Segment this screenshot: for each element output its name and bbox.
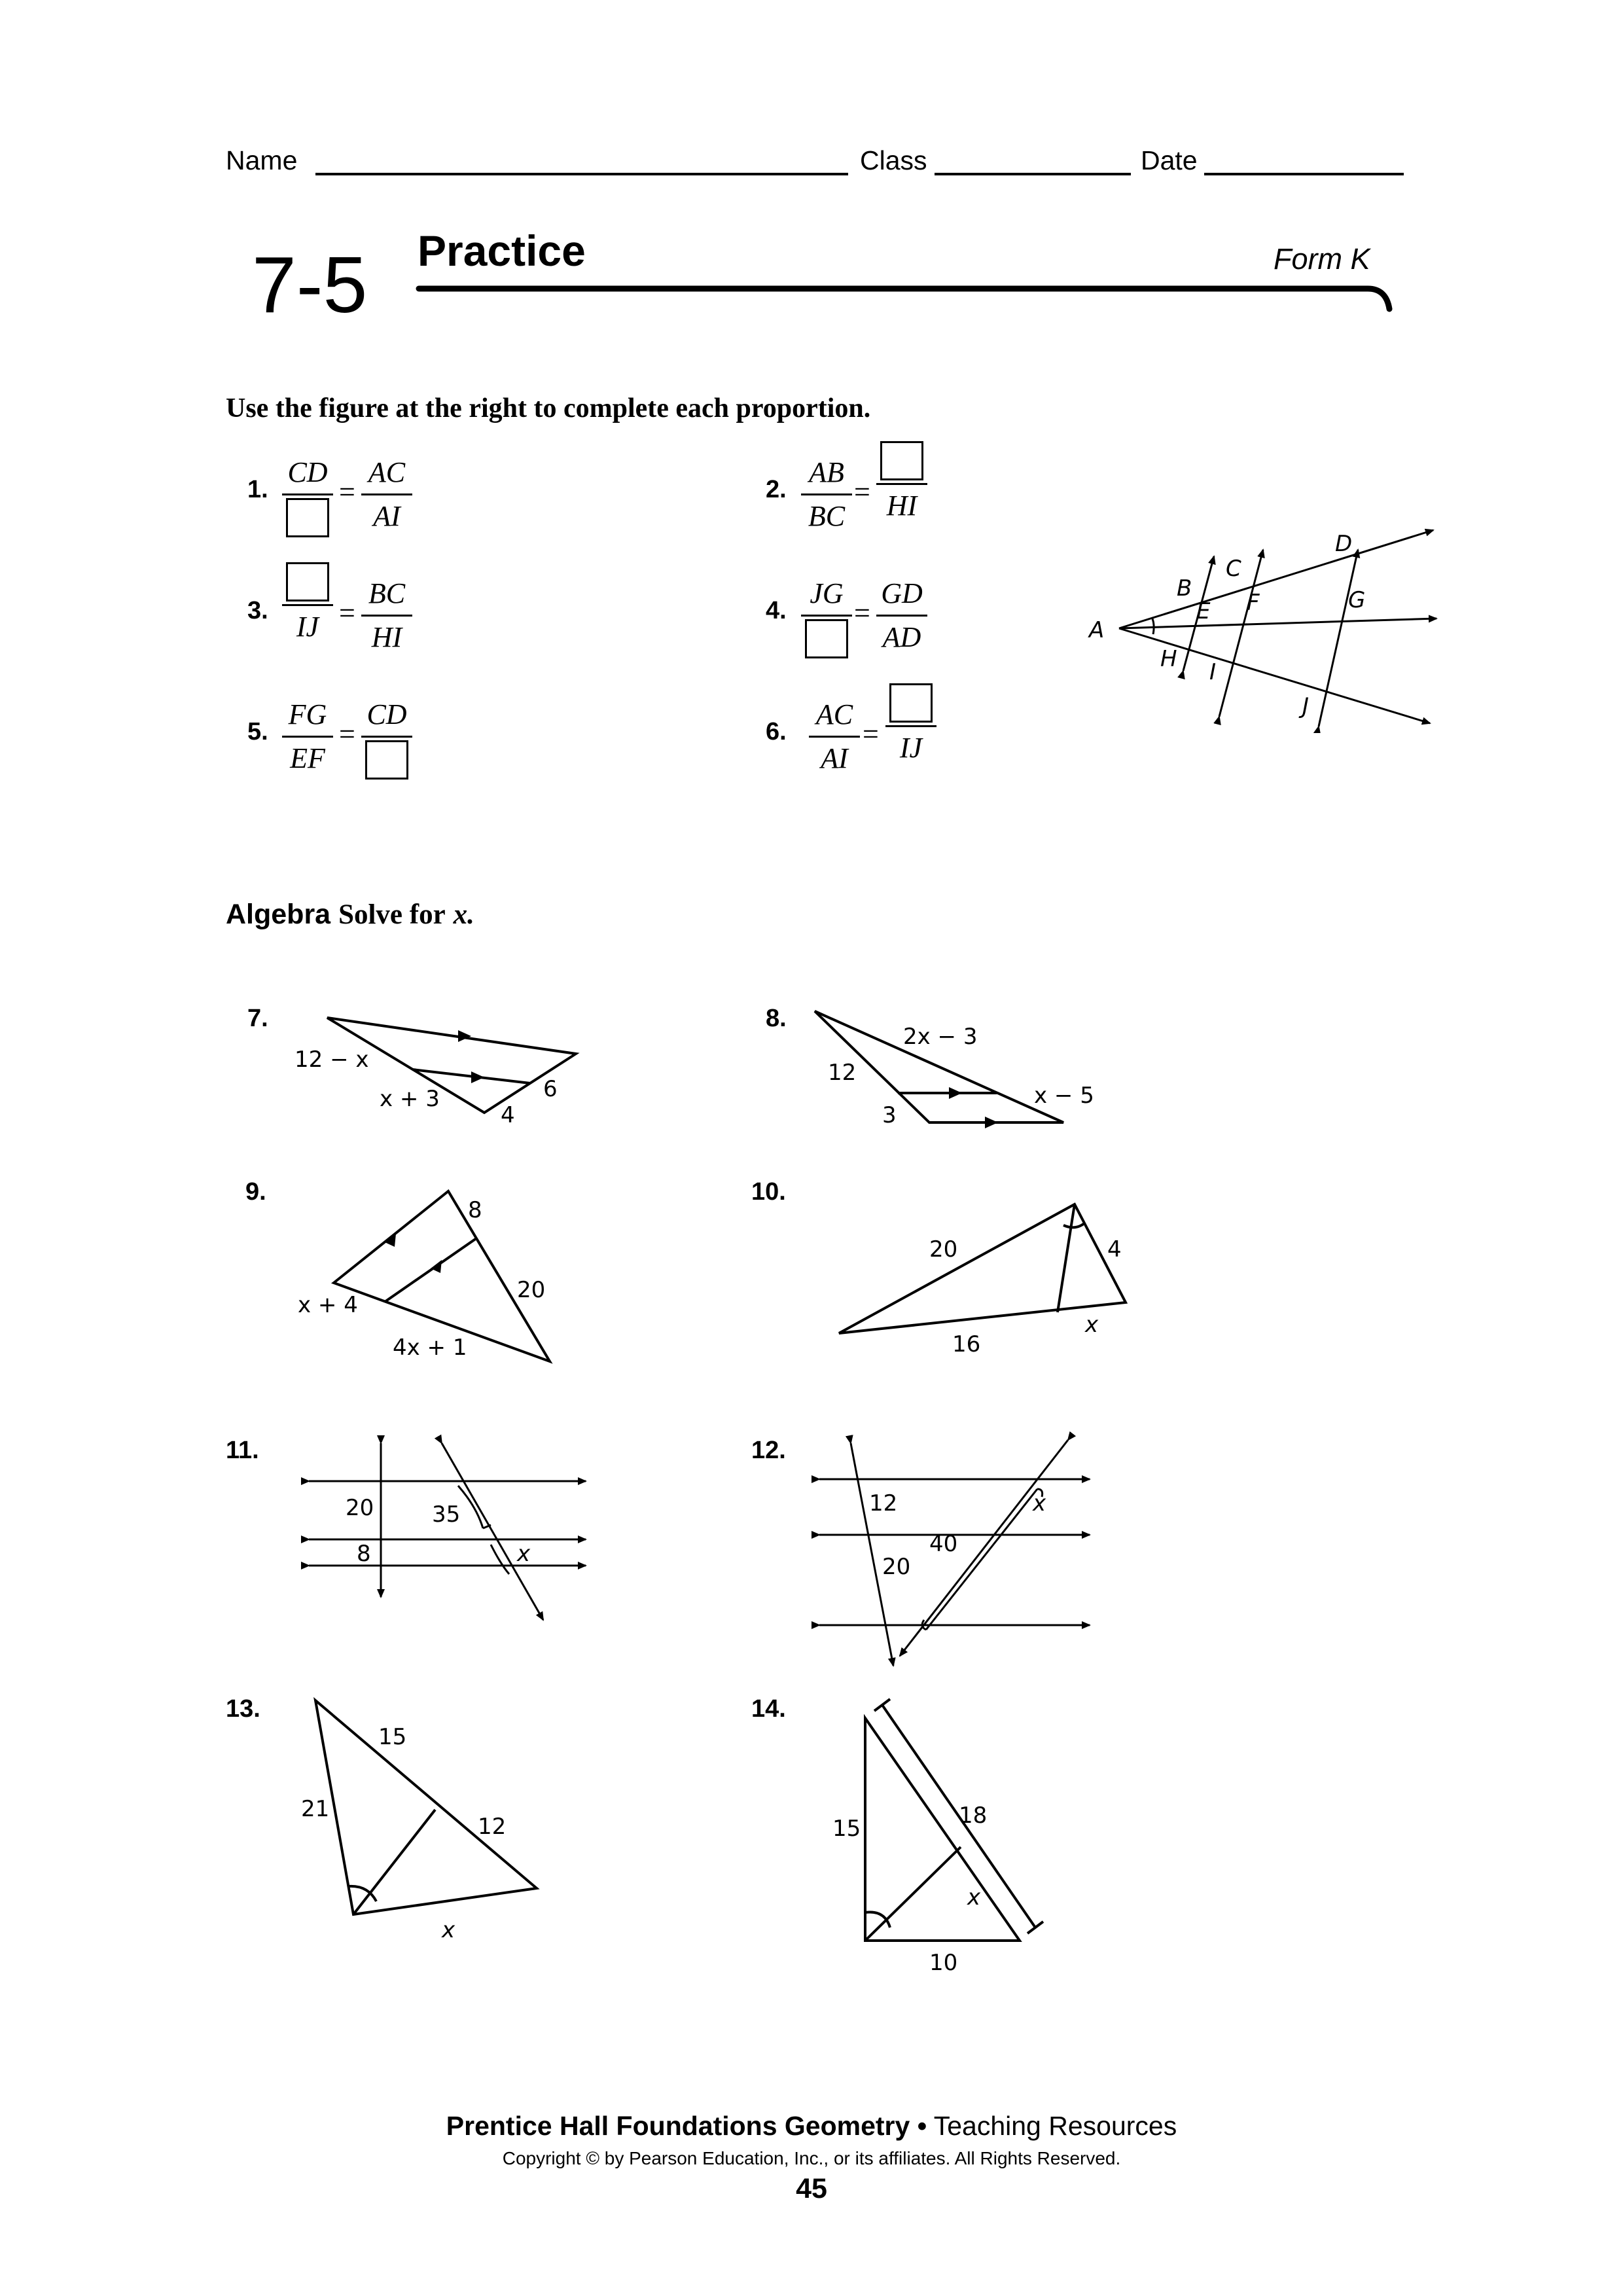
label-14-a: 15	[832, 1816, 861, 1842]
label-11-c: 8	[357, 1541, 371, 1567]
copyright-notice: Copyright © by Pearson Education, Inc., or its affiliates. All Rights Reserved.	[502, 2148, 1121, 2168]
footer-title	[0, 2111, 1623, 2142]
label-8-d: x − 5	[1034, 1083, 1094, 1109]
label-D: D	[1335, 531, 1353, 557]
answer-box[interactable]	[889, 683, 933, 723]
problem-11-number: 11.	[226, 1437, 259, 1464]
label-F: F	[1247, 590, 1260, 616]
page-number: 45	[796, 2173, 827, 2204]
problem-6-right-fraction	[882, 683, 940, 766]
problem-13-number: 13.	[226, 1695, 260, 1723]
fraction-bar	[361, 736, 412, 738]
title-rule	[416, 281, 1397, 314]
problem-2-left-fraction	[797, 454, 856, 535]
problem-10-figure	[825, 1194, 1165, 1365]
problem-1-left-fraction	[278, 454, 337, 537]
label-G: G	[1348, 587, 1366, 613]
fraction-bar	[282, 604, 333, 606]
label-12-d: 20	[882, 1554, 911, 1580]
date-label: Date	[1141, 145, 1198, 175]
label-C: C	[1226, 556, 1241, 582]
name-label: Name	[226, 145, 298, 175]
reference-figure	[1067, 497, 1446, 733]
numerator: AB	[809, 456, 844, 488]
name-field[interactable]	[315, 173, 848, 175]
label-10-a: 20	[929, 1236, 958, 1263]
numerator: GD	[881, 577, 923, 609]
numerator: AC	[815, 698, 853, 730]
label-14-d: 10	[929, 1950, 958, 1976]
fraction-bar	[801, 493, 852, 495]
algebra-heading-text: Solve for	[338, 899, 446, 930]
label-10-c: 16	[952, 1331, 981, 1357]
problem-12-number: 12.	[751, 1437, 786, 1464]
page-title: Practice	[418, 226, 586, 275]
problem-8-number: 8.	[766, 1005, 787, 1032]
numerator: FG	[288, 698, 327, 730]
label-11-a: 20	[346, 1495, 374, 1521]
answer-box[interactable]	[286, 498, 329, 537]
instruction-text: Use the figure at the right to complete each proportion.	[226, 393, 871, 423]
equals-sign: =	[854, 476, 870, 508]
equals-sign: =	[339, 718, 355, 750]
label-14-c: x	[967, 1884, 981, 1910]
equals-sign: =	[854, 597, 870, 629]
equals-sign: =	[863, 718, 879, 750]
label-7-b: x + 3	[380, 1086, 440, 1112]
label-10-b: 4	[1107, 1236, 1122, 1263]
problem-12-figure	[812, 1430, 1099, 1672]
denominator: HI	[886, 490, 918, 522]
label-13-b: 21	[301, 1796, 330, 1822]
fraction-bar	[809, 736, 860, 738]
numerator: BC	[368, 577, 406, 609]
fraction-bar	[282, 493, 333, 495]
label-9-d: 4x + 1	[393, 1335, 467, 1361]
class-label: Class	[860, 145, 927, 175]
fraction-bar	[801, 615, 852, 617]
problem-7-number: 7.	[247, 1005, 268, 1032]
answer-box[interactable]	[286, 562, 329, 601]
problem-5-number: 5.	[247, 718, 268, 745]
problem-13-figure	[288, 1689, 550, 1937]
problem-3-number: 3.	[247, 597, 268, 624]
class-field[interactable]	[935, 173, 1131, 175]
denominator: AD	[882, 621, 921, 653]
form-label: Form K	[1274, 242, 1370, 276]
label-12-c: 40	[929, 1531, 958, 1557]
label-8-c: 3	[882, 1102, 897, 1128]
problem-3-left-fraction	[278, 562, 337, 645]
problem-9-figure	[288, 1181, 576, 1371]
problem-2-right-fraction	[872, 441, 931, 524]
label-E: E	[1196, 598, 1211, 624]
answer-box[interactable]	[880, 441, 923, 480]
label-I: I	[1209, 659, 1217, 685]
problem-10-number: 10.	[751, 1178, 786, 1206]
book-title: Prentice Hall Foundations Geometry	[446, 2111, 910, 2141]
denominator: AI	[373, 500, 401, 532]
label-13-d: x	[442, 1917, 455, 1937]
fraction-bar	[876, 483, 927, 485]
problem-2-number: 2.	[766, 476, 787, 503]
denominator: AI	[821, 742, 848, 774]
problem-1-right-fraction	[357, 454, 416, 535]
problem-11-figure	[301, 1433, 602, 1636]
problem-9-number: 9.	[245, 1178, 266, 1206]
label-7-d: 6	[543, 1076, 558, 1102]
problem-6-left-fraction	[805, 696, 864, 777]
problem-1-number: 1.	[247, 476, 268, 503]
answer-box[interactable]	[365, 740, 408, 780]
label-13-c: 12	[478, 1814, 507, 1840]
fraction-bar	[282, 736, 333, 738]
label-7-a: 12 − x	[294, 1047, 369, 1073]
equals-sign: =	[339, 597, 355, 629]
denominator: IJ	[296, 611, 319, 643]
label-B: B	[1177, 575, 1192, 601]
algebra-heading-bold: Algebra	[226, 899, 331, 930]
label-J: J	[1302, 693, 1310, 719]
label-12-a: 12	[869, 1490, 898, 1516]
problem-8-figure	[798, 1001, 1139, 1139]
label-12-b: x	[1033, 1490, 1046, 1516]
problem-14-figure	[825, 1682, 1073, 1983]
problem-5-right-fraction	[357, 696, 416, 780]
label-11-d: x	[517, 1541, 531, 1567]
fraction-bar	[876, 615, 927, 617]
problem-7-figure	[281, 1001, 596, 1132]
problem-4-right-fraction	[872, 575, 931, 656]
label-9-b: 20	[517, 1277, 546, 1303]
label-8-b: 12	[828, 1060, 857, 1086]
fraction-bar	[885, 725, 936, 727]
label-8-a: 2x − 3	[903, 1024, 978, 1050]
date-field[interactable]	[1204, 173, 1404, 175]
algebra-heading-variable: x.	[453, 899, 474, 930]
problem-6-number: 6.	[766, 718, 787, 745]
label-11-b: 35	[432, 1501, 461, 1528]
denominator: EF	[290, 742, 325, 774]
problem-4-number: 4.	[766, 597, 787, 624]
resource-name: Teaching Resources	[933, 2111, 1177, 2141]
label-H: H	[1160, 646, 1177, 672]
denominator: IJ	[899, 732, 923, 764]
numerator: JG	[810, 577, 844, 609]
label-7-c: 4	[501, 1102, 515, 1128]
lesson-number: 7-5	[252, 240, 368, 329]
problem-4-left-fraction	[797, 575, 856, 658]
label-13-a: 15	[378, 1724, 407, 1750]
answer-box[interactable]	[805, 619, 848, 658]
label-9-a: 8	[468, 1197, 482, 1223]
numerator: CD	[366, 698, 407, 730]
numerator: CD	[287, 456, 328, 488]
denominator: HI	[371, 621, 402, 653]
label-14-b: 18	[959, 1803, 988, 1829]
fraction-bar	[361, 493, 412, 495]
numerator: AC	[368, 456, 406, 488]
problem-3-right-fraction	[357, 575, 416, 656]
label-9-c: x + 4	[298, 1292, 358, 1318]
denominator: BC	[808, 500, 846, 532]
problem-14-number: 14.	[751, 1695, 786, 1723]
equals-sign: =	[339, 476, 355, 508]
label-A: A	[1089, 617, 1105, 643]
fraction-bar	[361, 615, 412, 617]
problem-5-left-fraction	[278, 696, 337, 777]
label-10-d: x	[1085, 1312, 1099, 1338]
footer-bullet: •	[917, 2111, 927, 2141]
algebra-heading	[226, 899, 474, 931]
